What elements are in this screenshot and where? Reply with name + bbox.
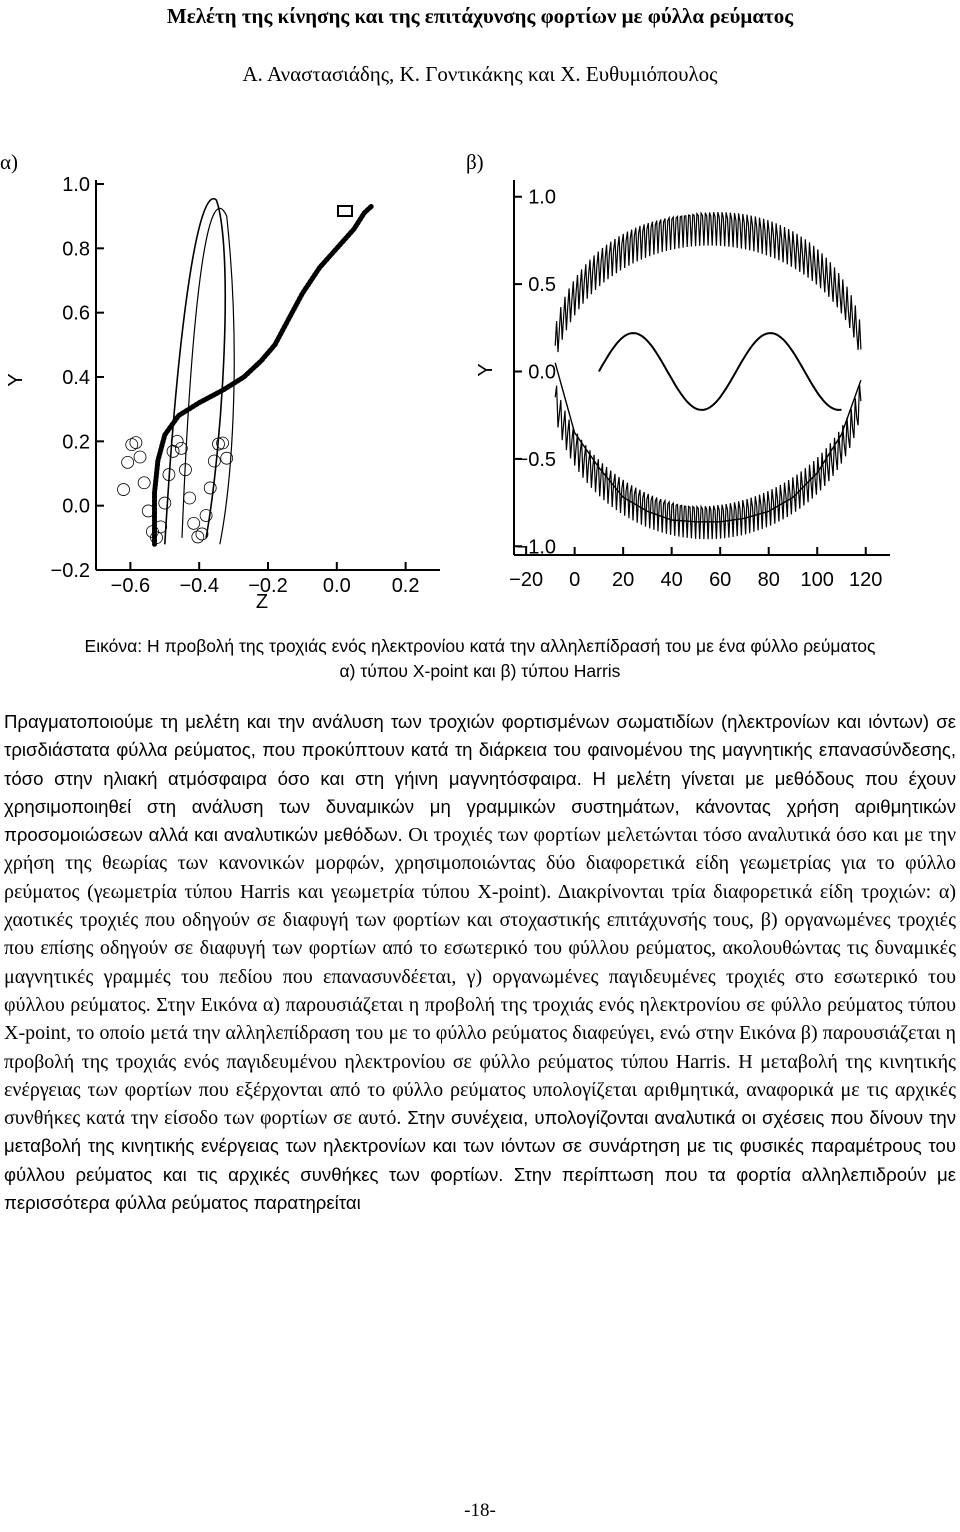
panel-b-y-tick-label: 0.5 bbox=[528, 274, 556, 297]
panel-b-x-tick-label: 80 bbox=[757, 569, 780, 591]
panel-a-y-tick-label: 0.8 bbox=[62, 238, 90, 261]
panel-b-y-tick-label: 0.0 bbox=[528, 361, 556, 384]
panel-a-y-tick-label: 0.6 bbox=[62, 302, 90, 325]
figure-panel-b bbox=[475, 170, 900, 620]
caption-line-2: α) τύπου X-point και β) τύπου Harris bbox=[339, 661, 621, 681]
panel-a-label: α) bbox=[0, 150, 18, 174]
panel-b-x-tick-label: 100 bbox=[800, 569, 834, 591]
panel-a-axes bbox=[96, 180, 440, 570]
paper-authors: Α. Αναστασιάδης, Κ. Γοντικάκης και Χ. Ευθυμιόπουλος bbox=[242, 62, 718, 86]
caption-line-1: Εικόνα: Η προβολή της τροχιάς ενός ηλεκτρονίου κατά την αλληλεπίδρασή του με ένα φύλλο ρεύματος bbox=[84, 636, 876, 656]
panel-a-y-tick-label: 1.0 bbox=[62, 174, 90, 196]
body-sentence-2: Οι τροχιές των φορτίων μελετώνται τόσο αναλυτικά όσο και με την χρήση της θεωρίας των κανονικών μορφών, χρησιμοποιώντας δύο διαφορετικά είδη γεωμετρίας για το φύλλο ρεύματος (γεωμετρία τύπου Harris και γεωμετρία τύπου X-point). Διακρίνονται τρία διαφορετικά είδη τροχιών: α) χαοτικές τροχιές που οδηγούν σε διαφυγή των φορτίων και στοχαστικής επιτάχυνσής τους, β) οργανωμένες τροχιές που επίσης οδηγούν σε διαφυγή των φορτίων από το εσωτερικό του φύλλου ρεύματος, ακολουθώντας τις δυναμικές μαγνητικές γραμμές του πεδίου που επανασυνδέεται, γ) οργανωμένες παγιδευμένες τροχιές στο εσωτερικό του φύλλου ρεύματος. Στην Εικόνα α) παρουσιάζεται η προβολή της τροχιάς ενός ηλεκτρονίου σε φύλλο ρεύματος τύπου X-point, το οποίο μετά την αλληλεπίδραση του με το φύλλο ρεύματος διαφεύγει, ενώ στην Εικόνα β) παρουσιάζεται η προβολή της τροχιάς ενός παγιδευμένου ηλεκτρονίου σε φύλλο ρεύματος τύπου Harris. bbox=[4, 824, 956, 1073]
panel-b-x-tick-label: 120 bbox=[849, 569, 883, 591]
panel-b-x-tick-label: 40 bbox=[660, 569, 683, 591]
panel-a-start-marker bbox=[338, 206, 352, 216]
panel-a-thin-curve bbox=[165, 199, 225, 545]
panel-a-x-tick-label: −0.2 bbox=[248, 575, 288, 597]
panel-a-y-tick-label: 0.2 bbox=[62, 431, 90, 454]
body-paragraph bbox=[4, 708, 956, 1217]
panel-a-trajectory-loops bbox=[118, 199, 235, 545]
panel-b-x-tick-label: 20 bbox=[612, 569, 635, 591]
body-sentence-1: Πραγματοποιούμε τη μελέτη και την ανάλυση των τροχιών φορτισμένων σωματιδίων (ηλεκτρονίων και ιόντων) σε τρισδιάστατα φύλλα ρεύματος, που προκύπτουν κατά τη διάρκεια του φαινομένου της μαγνητικής επανασύνδεσης, τόσο στην ηλιακή ατμόσφαιρα όσο και στη γήινη μαγνητόσφαιρα. Η μελέτη γίνεται με μεθόδους που έχουν χρησιμοποιηθεί στη ανάλυση των δυναμικών μη γραμμικών συστημάτων, κάνοντας χρήση αριθμητικών προσομοιώσεων αλλά και αναλυτικών μεθόδων. bbox=[4, 711, 956, 846]
paper-title: Μελέτη της κίνησης και της επιτάχυνσης φορτίων με φύλλα ρεύματος bbox=[166, 4, 794, 28]
panel-b-y-axis-label: Y bbox=[475, 363, 497, 377]
panel-a-y-tick-label: −0.2 bbox=[50, 560, 90, 582]
panel-b-y-tick-label: 1.0 bbox=[528, 186, 556, 209]
body-sentence-3: Η μεταβολή της κινητικής ενέργειας των φορτίων που εξέρχονται από το φύλλο ρεύματος υπολογίζεται αριθμητικά, αναφορικά με τις αρχικές συνθήκες κατά την είσοδο των φορτίων σε αυτό. bbox=[4, 1050, 956, 1130]
body-sentence-5: Στην περίπτωση που τα φορτία αλληλεπιδρούν με περισσότερα φύλλα ρεύματος παρατηρείται bbox=[4, 1163, 956, 1214]
panel-a-x-tick-label: −0.4 bbox=[179, 575, 219, 597]
figure-panel-a bbox=[0, 170, 460, 620]
panel-a-y-tick-label: 0.4 bbox=[62, 367, 90, 389]
panel-a-y-axis-label: Y bbox=[5, 373, 27, 387]
body-sentence-4: Στην συνέχεια, υπολογίζονται αναλυτικά οι σχέσεις που δίνουν την μεταβολή της κινητικής ενέργειας των ηλεκτρονίων και των ιόντων σε συνάρτηση με τις φυσικές παραμέτρους του φύλλου ρεύματος και τις αρχικές συνθήκες των φορτίων. bbox=[4, 1107, 956, 1185]
panel-b-y-tick-label: −0.5 bbox=[516, 448, 556, 471]
panel-b-x-tick-label: 0 bbox=[569, 569, 581, 591]
panel-a-x-tick-label: 0.2 bbox=[391, 575, 420, 597]
page-number: -18- bbox=[464, 1500, 496, 1521]
panel-b-x-tick-label: 60 bbox=[709, 569, 732, 591]
panel-b-label: β) bbox=[466, 150, 484, 174]
panel-a-x-axis-label: Z bbox=[255, 591, 269, 613]
panel-b-x-tick-label: −20 bbox=[509, 569, 544, 591]
panel-b-inner-wave bbox=[599, 333, 842, 410]
panel-a-trajectory bbox=[155, 207, 372, 545]
panel-b-axes bbox=[514, 180, 890, 555]
panel-b-y-tick-label: −1.0 bbox=[516, 536, 556, 559]
panel-b-trajectory-oscillations bbox=[555, 212, 861, 539]
panel-b-trajectory bbox=[555, 363, 861, 522]
panel-a-x-tick-label: −0.6 bbox=[110, 575, 151, 597]
figure-caption bbox=[10, 634, 950, 684]
panel-a-x-tick-label: 0.0 bbox=[322, 575, 351, 597]
panel-a-y-tick-label: 0.0 bbox=[62, 495, 90, 518]
panel-b-upper-band bbox=[555, 212, 861, 352]
panel-a-gyration-loops bbox=[118, 435, 233, 543]
